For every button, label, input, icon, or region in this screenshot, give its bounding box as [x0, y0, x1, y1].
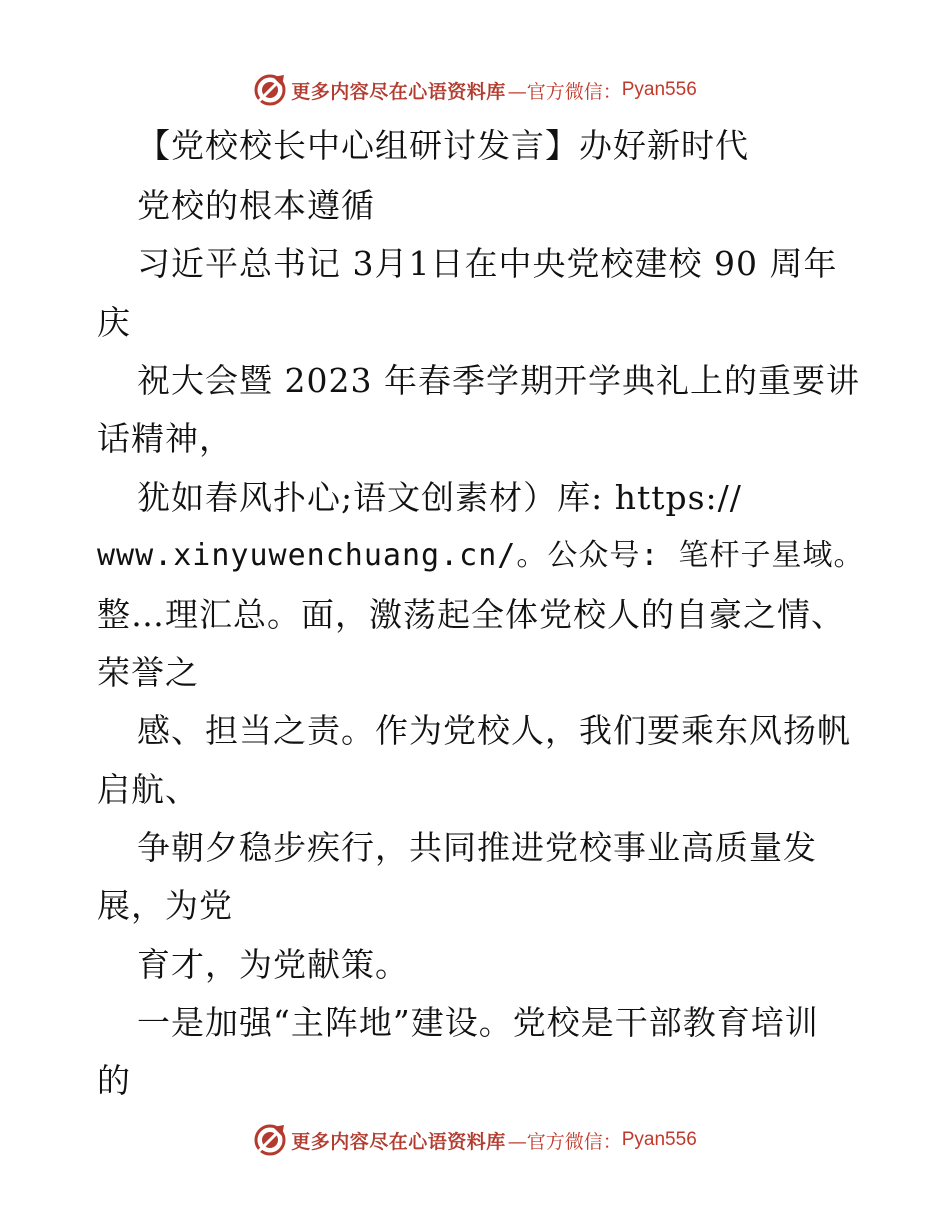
doc-line: 话精神，: [97, 419, 233, 458]
doc-line: 习近平总书记 3月1日在中央党校建校 90 周年: [137, 244, 838, 283]
doc-line-url: www.xinyuwenchuang.cn/。公众号: 笔杆子星域。: [97, 538, 865, 573]
banner-wechat-handle: Pyan556: [621, 79, 697, 100]
doc-line: 一是加强“主阵地”建设。党校是干部教育培训: [137, 1003, 819, 1042]
doc-line: 启航、: [97, 770, 199, 809]
doc-line: 感、担当之责。作为党校人，我们要乘东风扬帆: [137, 711, 851, 750]
doc-line: 争朝夕稳步疾行，共同推进党校事业高质量发: [137, 828, 817, 867]
banner-wechat-label: —官方微信：: [507, 1130, 622, 1153]
doc-line: 的: [97, 1061, 131, 1100]
banner-lead-text: 更多内容尽在心语资料库: [291, 1130, 506, 1153]
quill-seal-icon: [253, 1123, 287, 1157]
doc-line: 展，为党: [97, 886, 233, 925]
banner-wechat-handle: Pyan556: [621, 1129, 697, 1150]
banner-lead-text: 更多内容尽在心语资料库: [291, 80, 506, 103]
doc-line: 整…理汇总。面，激荡起全体党校人的自豪之情、: [97, 595, 845, 634]
banner-wechat-label: —官方微信：: [507, 80, 622, 103]
doc-line: 荣誉之: [97, 653, 199, 692]
doc-line: 育才，为党献策。: [137, 945, 409, 984]
doc-title-line-2: 党校的根本遵循: [137, 186, 375, 225]
footer-watermark-banner: [0, 1120, 950, 1160]
doc-line: 庆: [97, 303, 131, 342]
doc-line: 祝大会暨 2023 年春季学期开学典礼上的重要讲: [137, 361, 860, 400]
quill-seal-icon: [253, 73, 287, 107]
header-watermark-banner: [0, 70, 950, 110]
doc-line: 犹如春风扑心;语文创素材）库: https://: [137, 478, 742, 517]
doc-title-line-1: 【党校校长中心组研讨发言】办好新时代: [137, 126, 749, 165]
